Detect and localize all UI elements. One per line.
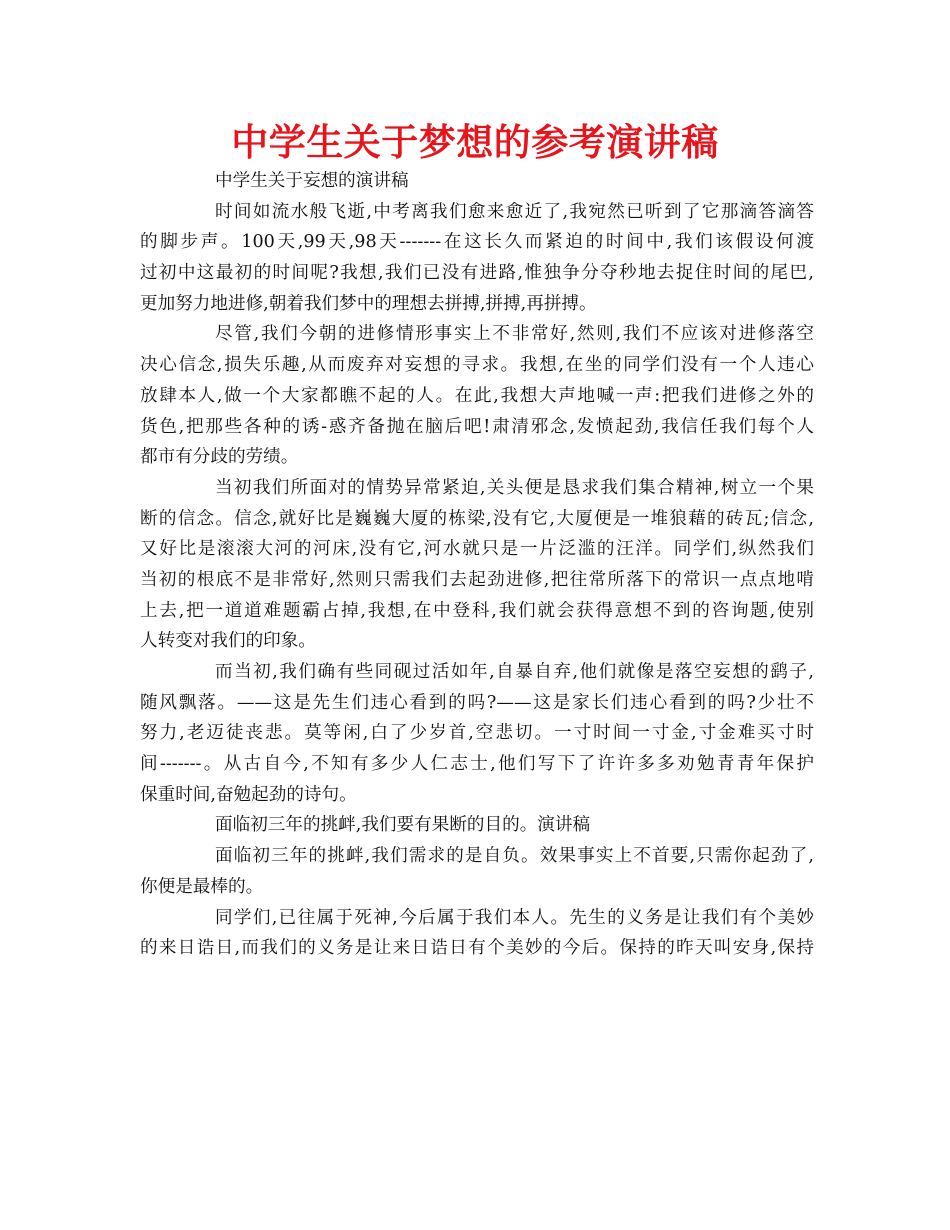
paragraph-line: 随风飘落。——这是先生们违心看到的吗?——这是家长们违心看到的吗?少壮不: [140, 692, 814, 713]
paragraph-line: 人转变对我们的印象。: [140, 631, 316, 652]
document-title: 中学生关于梦想的参考演讲稿: [231, 121, 719, 164]
document-body: [140, 166, 814, 964]
paragraph-line: 你便是最棒的。: [140, 876, 264, 897]
paragraph-line: 时间如流水般飞逝,中考离我们愈来愈近了,我宛然已听到了它那滴答滴答: [215, 201, 814, 222]
paragraph-line: 尽管,我们今朝的进修情形事实上不非常好,然则,我们不应该对进修落空: [215, 324, 814, 345]
paragraph-line: 决心信念,损失乐趣,从而废弃对妄想的寻求。我想,在坐的同学们没有一个人违心: [140, 355, 814, 376]
paragraph-line: 面临初三年的挑衅,我们要有果断的目的。演讲稿: [215, 815, 591, 836]
paragraph-line: 货色,把那些各种的诱-惑齐备抛在脑后吧!肃清邪念,发愤起劲,我信任我们每个人: [140, 416, 814, 437]
paragraph-line: 中学生关于妄想的演讲稿: [215, 171, 409, 191]
paragraph-line: 上去,把一道道难题霸占掉,我想,在中登科,我们就会获得意想不到的咨询题,使别: [140, 600, 814, 621]
paragraph-line: 当初的根底不是非常好,然则只需我们去起劲进修,把往常所落下的常识一点点地啃: [140, 569, 814, 590]
paragraph-line: 努力,老迈徒丧悲。莫等闲,白了少岁首,空悲切。一寸时间一寸金,寸金难买寸时: [140, 723, 814, 744]
paragraph-line: 放肆本人,做一个大家都瞧不起的人。在此,我想大声地喊一声:把我们进修之外的: [140, 385, 814, 406]
paragraph-line: 同学们,已往属于死神,今后属于我们本人。先生的义务是让我们有个美妙: [215, 907, 814, 928]
paragraph-line: 更加努力地进修,朝着我们梦中的理想去拼搏,拼搏,再拼搏。: [140, 293, 597, 314]
paragraph-line: 当初我们所面对的情势异常紧迫,关头便是恳求我们集合精神,树立一个果: [215, 477, 814, 498]
paragraph-line: 又好比是滚滚大河的河床,没有它,河水就只是一片泛滥的汪洋。同学们,纵然我们: [140, 539, 814, 560]
paragraph-line: 都市有分歧的劳绩。: [140, 447, 299, 468]
paragraph-line: 面临初三年的挑衅,我们需求的是自负。效果事实上不首要,只需你起劲了,: [215, 846, 814, 867]
paragraph-line: 保重时间,奋勉起劲的诗句。: [140, 784, 357, 805]
paragraph-line: 的来日诰日,而我们的义务是让来日诰日有个美妙的今后。保持的昨天叫安身,保持: [140, 938, 814, 959]
paragraph-line: 断的信念。信念,就好比是巍巍大厦的栋梁,没有它,大厦便是一堆狼藉的砖瓦;信念,: [140, 508, 814, 529]
paragraph-line: 而当初,我们确有些同砚过活如年,自暴自弃,他们就像是落空妄想的鹞子,: [215, 662, 814, 682]
paragraph-line: 的脚步声。100天,99天,98天-------在这长久而紧迫的时间中,我们该假设何渡: [140, 232, 814, 253]
paragraph-line: 过初中这最初的时间呢?我想,我们已没有进路,惟独争分夺秒地去捉住时间的尾巴,: [140, 263, 814, 284]
paragraph-line: 间-------。从古自今,不知有多少人仁志士,他们写下了许许多多劝勉青青年保护: [140, 754, 814, 775]
